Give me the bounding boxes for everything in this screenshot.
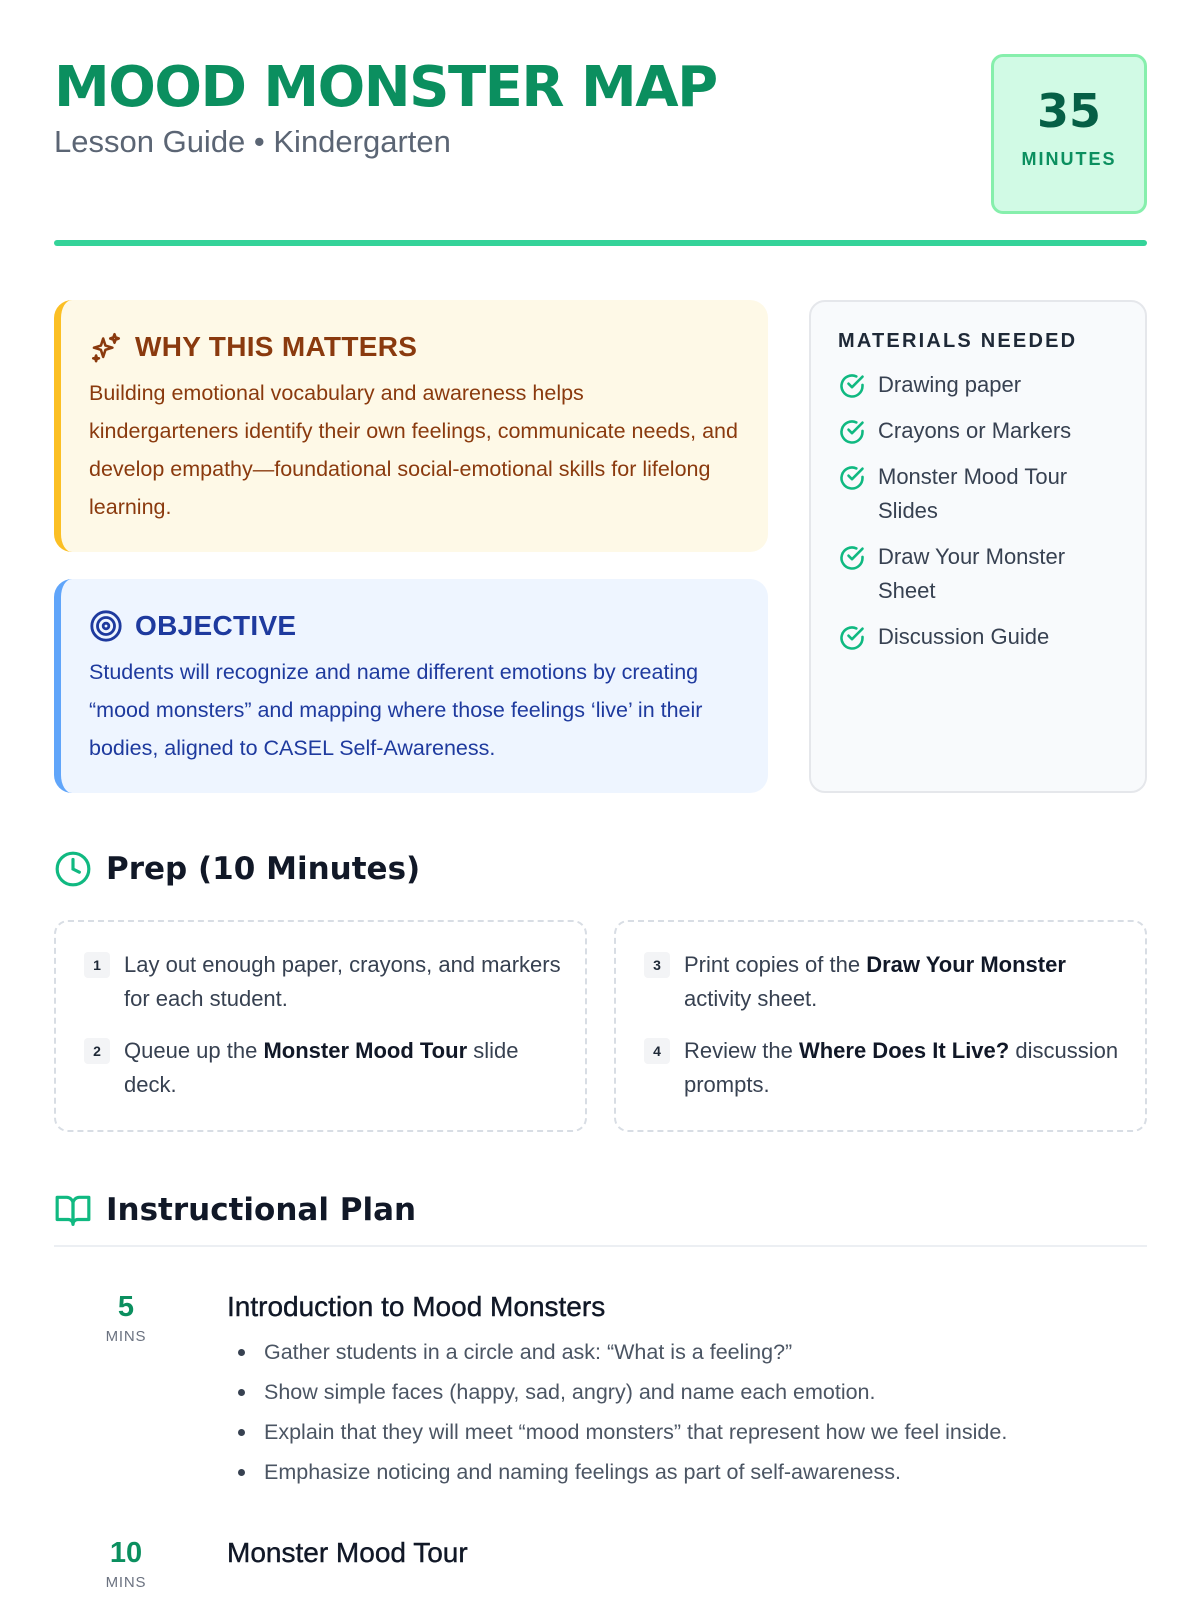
step-bullet: Gather students in a circle and ask: “What is a feeling?”	[234, 1332, 1007, 1372]
step-minutes: 10	[109, 1537, 143, 1569]
header	[54, 0, 1147, 246]
prep-step-text: Print copies of the Draw Your Monster activity sheet.	[684, 952, 1066, 1011]
why-this-matters-card	[54, 300, 768, 552]
duration-value: 35	[1036, 84, 1101, 138]
prep-box-left	[54, 920, 587, 1132]
materials-title: MATERIALS NEEDED	[838, 330, 1078, 352]
step-title: Introduction to Mood Monsters	[227, 1291, 606, 1322]
prep-section-heading	[54, 850, 420, 888]
prep-step	[644, 1034, 1123, 1102]
check-circle-icon	[838, 372, 866, 400]
objective-card-body: Students will recognize and name different emotions by creating “mood monsters” and mapping where those feelings ‘live’ in their bodies, aligned to CASEL Self-Awareness.	[89, 660, 703, 760]
plan-section-title: Instructional Plan	[106, 1192, 417, 1228]
step-bullet: Explain that they will meet “mood monsters” that represent how we feel inside.	[234, 1412, 1007, 1452]
page-subtitle: Lesson Guide • Kindergarten	[54, 124, 451, 159]
duration-badge	[991, 54, 1147, 214]
prep-step-text: Queue up the Monster Mood Tour slide deck.	[124, 1038, 519, 1097]
check-circle-icon	[838, 624, 866, 652]
objective-card-title: OBJECTIVE	[135, 610, 297, 641]
material-item	[838, 460, 1128, 528]
step-number-badge: 4	[644, 1038, 670, 1064]
material-label: Discussion Guide	[878, 624, 1050, 649]
step-number-badge: 2	[84, 1038, 110, 1064]
step-minutes-unit: MINS	[105, 1574, 147, 1591]
material-label: Crayons or Markers	[878, 418, 1072, 443]
material-label: Monster Mood Tour Slides	[878, 464, 1068, 523]
step-duration	[86, 1290, 166, 1345]
material-item	[838, 368, 1128, 402]
step-duration	[86, 1536, 166, 1591]
material-item	[838, 540, 1128, 608]
objective-card-header	[89, 609, 296, 643]
target-icon	[89, 609, 123, 643]
lesson-guide-page	[54, 0, 1147, 1591]
step-number-badge: 3	[644, 952, 670, 978]
prep-step	[644, 948, 1123, 1016]
prep-step	[84, 948, 563, 1016]
check-circle-icon	[838, 464, 866, 492]
why-card-body: Building emotional vocabulary and awareness helps kindergarteners identify their own feelings, communicate needs, and develop empathy—foundational social-emotional skills for lifelong learning.	[89, 381, 738, 519]
prep-section-title: Prep (10 Minutes)	[106, 851, 421, 887]
step-number-badge: 1	[84, 952, 110, 978]
material-label: Drawing paper	[878, 372, 1022, 397]
materials-list	[838, 368, 1128, 666]
sparkles-icon	[89, 330, 123, 364]
step-minutes-unit: MINS	[105, 1328, 147, 1345]
why-card-header	[89, 330, 417, 364]
step-bullets	[234, 1332, 1007, 1492]
step-bullet: Emphasize noticing and naming feelings as part of self-awareness.	[234, 1452, 1007, 1492]
check-circle-icon	[838, 418, 866, 446]
why-card-title: WHY THIS MATTERS	[135, 331, 418, 362]
open-book-icon	[54, 1191, 92, 1229]
prep-step-text: Review the Where Does It Live? discussion prompts.	[684, 1038, 1119, 1097]
prep-box-right	[614, 920, 1147, 1132]
material-label: Draw Your Monster Sheet	[878, 544, 1066, 603]
materials-card	[809, 300, 1147, 793]
duration-label: MINUTES	[1021, 149, 1117, 169]
material-item	[838, 414, 1128, 448]
prep-step-text: Lay out enough paper, crayons, and markers for each student.	[124, 952, 561, 1011]
step-title: Monster Mood Tour	[227, 1537, 468, 1568]
plan-section-heading	[54, 1191, 416, 1229]
clock-icon	[54, 850, 92, 888]
step-bullet: Show simple faces (happy, sad, angry) and name each emotion.	[234, 1372, 1007, 1412]
prep-step	[84, 1034, 563, 1102]
check-circle-icon	[838, 544, 866, 572]
step-minutes: 5	[117, 1291, 135, 1323]
objective-card	[54, 579, 768, 793]
header-divider	[54, 240, 1147, 246]
page-title: MOOD MONSTER MAP	[54, 55, 717, 120]
plan-divider	[54, 1245, 1147, 1247]
material-item	[838, 620, 1128, 654]
